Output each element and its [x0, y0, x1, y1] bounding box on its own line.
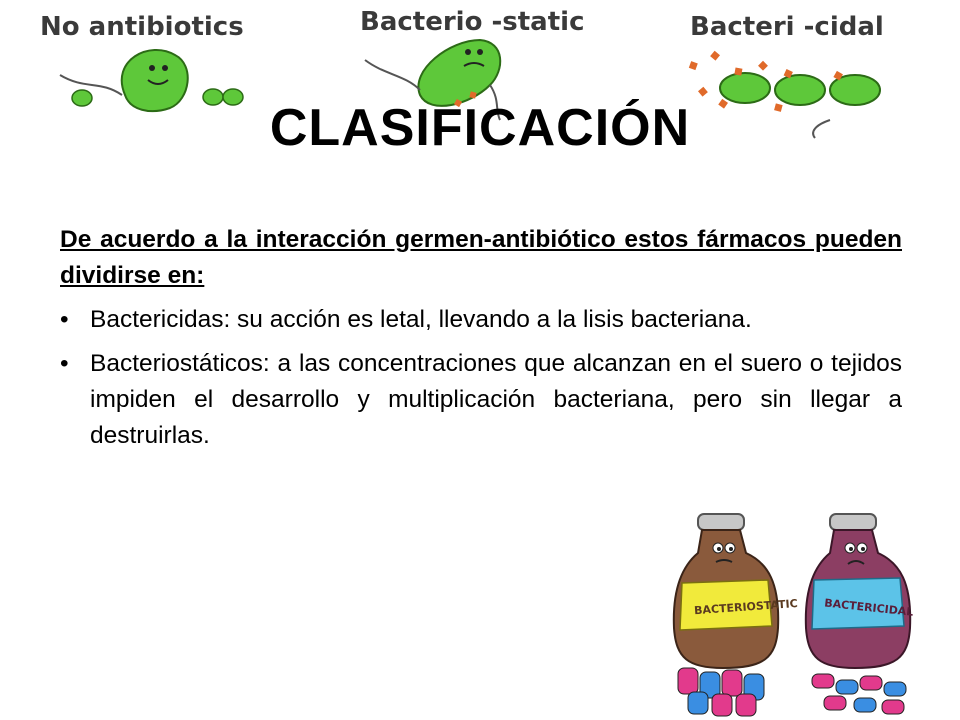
bacteria-pile-left-icon [678, 668, 764, 716]
bullet-dot-icon: • [60, 350, 69, 377]
page-title: CLASIFICACIÓN [269, 99, 691, 157]
bactericidal-bottle-icon [806, 514, 914, 714]
bottle-label-left: BACTERIOSTATIC [693, 597, 799, 618]
bottle-label-right: BACTERICIDAL [823, 596, 914, 619]
bullet-item [60, 302, 902, 338]
label-bactericidal: Bacteri -cidal [690, 12, 884, 42]
bullet-text: Bactericidas: su acción es letal, llevando a la lisis bacteriana. [90, 306, 752, 333]
intro-text: De acuerdo a la interacción germen-antibiótico estos fármacos pueden dividirse en: [60, 226, 902, 289]
label-no-antibiotics: No antibiotics [40, 12, 244, 42]
label-bacteriostatic: Bacterio -static [360, 7, 585, 37]
bacteriostatic-bottle-icon [674, 514, 798, 716]
bullet-text: Bacteriostáticos: a las concentraciones que alcanzan en el suero o tejidos impiden el desarrollo y multiplicación bacteriana, pero sin llegar a destruirlas. [90, 350, 902, 449]
bullet-item [60, 346, 902, 454]
bacteria-pile-right-icon [812, 674, 906, 714]
bottles-illustration [668, 508, 928, 718]
bullet-dot-icon: • [60, 306, 69, 333]
slide-body [60, 222, 902, 462]
